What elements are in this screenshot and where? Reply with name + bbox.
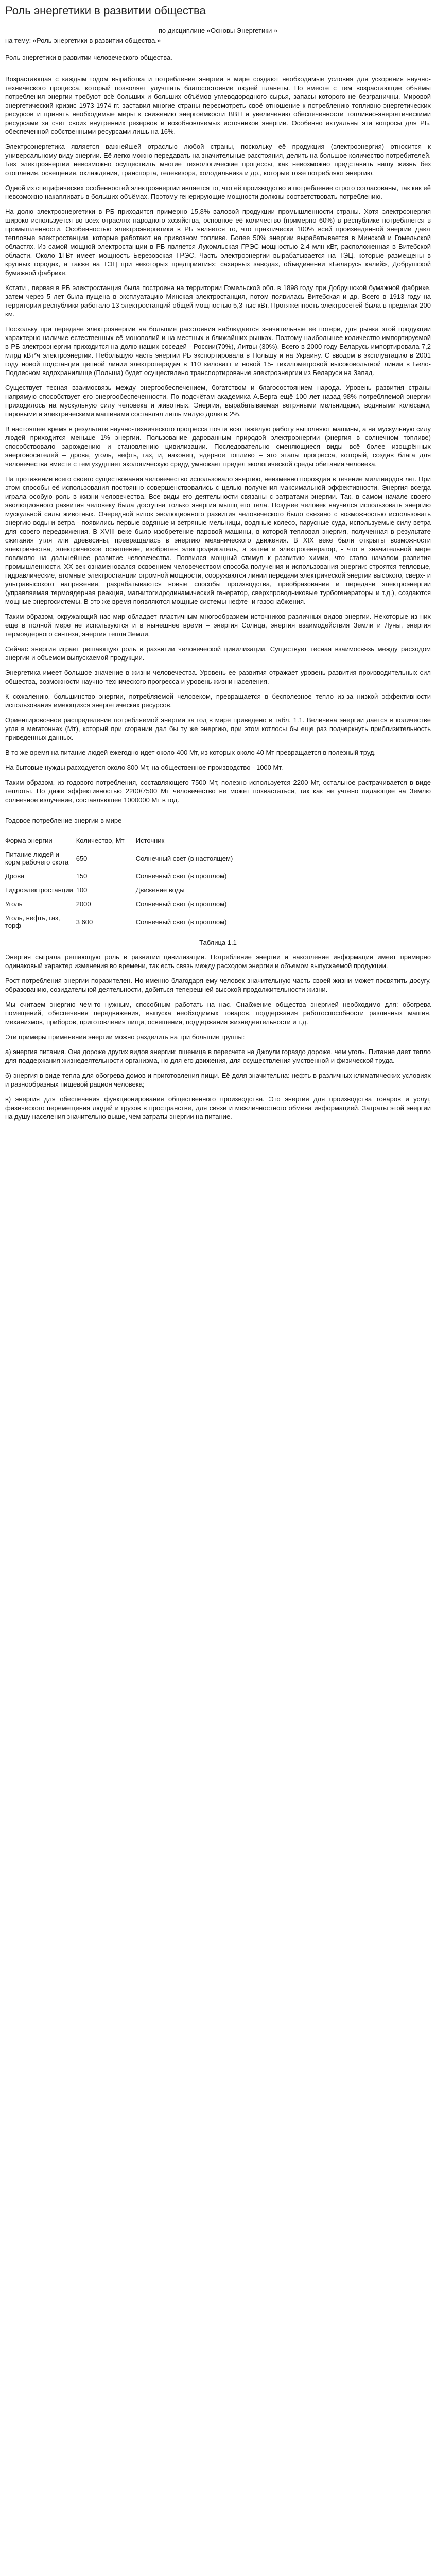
body-paragraph: В настоящее время в результате научно-технического прогресса почти всю тяжёлую работу выполняют машины, а на мускульную силу людей приходится меньше 1% энергии. Пользование дарованным природой электроэнергии (энергия в солнечном топливе) способствовало зарождению и становлению цивилизации. Последовательно сменяющиеся виды всё более изощрённых энергоносителей – дрова, уголь, нефть, газ, и, наконец, ядерное топливо – это этапы прогресса, который, создав блага для человечества вместе с тем ухудшает экологическую среду, умножает предел экологической среды обитания человека. <box>5 425 431 468</box>
intro-line: Роль энергетики в развитии человеческого общества. <box>5 54 172 61</box>
table-header-row <box>5 834 242 848</box>
body-paragraph: Одной из специфических особенностей электроэнергии является то, что её производство и потребление строго согласованы, так как её невозможно накапливать в больших объёмах. Поэтому генерирующие мощности должны соответствовать потреблению. <box>5 184 431 200</box>
page-title: Роль энергетики в развитии общества <box>5 4 206 17</box>
body-paragraph: Эти примеры применения энергии можно разделить на три большие группы: <box>5 1033 245 1041</box>
body-paragraph: Электроэнергетика является важнейшей отраслью любой страны, поскольку её продукция (электроэнергия) относится к универсальному виду энергии. Её легко можно передавать на значительные расстояния, делить на большое количество потребителей. Без электроэнергии невозможно осуществить многие технологические процессы, как невозможно представить нашу жизнь без отопления, освещения, охлаждения, транспорта, телевизора, холодильника и др., которые тоже потребляют энергию. <box>5 143 431 177</box>
body-paragraph: Возрастающая с каждым годом выработка и потребление энергии в мире создают необходимые условия для ускорения научно-технического процесса, который позволяет улучшать благосостояние людей планеты. Но вместе с тем возрастающие объёмы потребления энергии требуют всё больших и больших объёмов углеводородного сырья, запасы которого не безграничны. Мировой энергетический кризис 1973-1974 гг. заставил многие страны пересмотреть своё отношение к потреблению топливно-энергетических ресурсов и принять необходимые меры к снижению энергоёмкости ВВП и увеличению обеспеченности топливно-энергетическими ресурсами за счёт своих внутренних резервов и возобновляемых источников энергии. Особенно актуальны эти вопросы для РБ, обеспеченной собственными ресурсами лишь на 16%. <box>5 75 431 135</box>
body-paragraph: Таким образом, из годового потребления, составляющего 7500 Мт, полезно используется 2200 Мт, остальное растрачивается в виде теплоты. Но даже эффективностью 2200/7500 Мт человечество не может похвастаться, так как не учтено падающее на Землю солнечное излучение, составляющее 1000000 Мт в год. <box>5 778 431 804</box>
table-cell: Солнечный свет (в прошлом) <box>135 918 227 926</box>
table-row <box>5 897 242 911</box>
body-paragraph: Существует тесная взаимосвязь между энергообеспечением, богатством и благосостоянием народа. Уровень развития страны напрямую способствует его энергообеспеченности. По подсчётам академика А.Берга ещё 100 лет назад 98% потребляемой энергии приходилось на мускульную силу человека и животных. Энергия, вырабатываемая ветряными мельницами, водяными колёсами, паровыми и электрическими машинами составлял лишь малую долю в 2%. <box>5 384 431 418</box>
body-paragraph: Мы считаем энергию чем-то нужным, способным работать на нас. Снабжение общества энергией необходимо для: обогрева помещений, обеспечения передвижения, выпуска необходимых товаров, поддержания работоспособности различных машин, механизмов, приборов, приготовления пищи, освещения, поддержания жизнедеятельности и т.д. <box>5 1001 431 1026</box>
body-paragraph: Поскольку при передаче электроэнергии на большие расстояния наблюдается значительные её потери, для рынка этой продукции характерно наличие естественных её монополий и на местных и ближайших рынках. Поэтому наибольшее количество импортируемой в РБ электроэнергии приходится на долю наших соседей - России(70%), Литвы (30%). Всего в 2000 году Беларусь импортировала 7,2 млрд кВт*ч электроэнергии. Небольшую часть энергии РБ экспортировала в Польшу и на Украину. С вводом в эксплуатацию в 2001 году новой подстанции цепной линии электропередач в 110 киловатт и новой 15- тикилометровой высоковольтной линии в Бело-Подлесном водохранилище (Польша) будет осуществлено транспортирование электроэнергии из Беларуси на Запад. <box>5 325 431 377</box>
body-paragraph: Энергетика имеет большое значение в жизни человечества. Уровень ее развития отражает уровень развития производительных сил общества, возможности научно-технического прогресса и уровень жизни населения. <box>5 669 431 685</box>
table-cell: 2000 <box>76 900 91 908</box>
body-paragraph: Сейчас энергия играет решающую роль в развитии человеческой цивилизации. Существует тесная взаимосвязь между расходом энергии и объемом выпускаемой продукции. <box>5 645 431 662</box>
body-paragraph: б) энергия в виде тепла для обогрева домов и приготовления пищи. Её доля значительна: нефть в различных климатических условиях и разнообразных пищевой рацион человека; <box>5 1072 431 1088</box>
table-cell: 100 <box>76 886 88 894</box>
body-paragraph: На протяжении всего своего существования человечество использовало энергию, неизменно порождая в течение миллиардов лет. При этом способы её использования постоянно совершенствовались с целью получения максимальной эффективности. Энергия всегда играла особую роль в жизни человечества. Все виды его деятельности связаны с затратами энергии. Так, в самом начале своего эволюционного развития человеку была доступна только энергия мышц его тела. Позднее человек научился использовать энергию мускульной силы животных. Очередной виток эволюционного развития человеческого было связано с возможностью использовать энергию воды и ветра - появились первые водяные и ветряные мельницы, водяные колесо, парусные суда, используемые силу ветра для своего передвижения. В XVIII веке было изобретение паровой машины, в которой тепловая энергия, полученная в результате сжигания угля или древесины, превращалась в энергию механического движения. В XIX веке были открыты возможности электричества, электрическое освещение, изобретен электродвигатель, а затем и электрогенератор, - что в значительной мере повлияло на дальнейшее развитие человечества. Появился мощный стимул к развитию химии, что стало началом развития промышленности. XX век ознаменовался освоением человечеством способа получения и использования энергии: строятся тепловые, гидравлические, атомные электростанции огромной мощности, сооружаются линии передачи электрической энергии высокого, сверх- и ультравысокого напряжения, разрабатываются новые способы производства, преобразования и передачи электроэнергии (управляемая термоядерная реакция, магнитогидродинамический генератор, сверхпроводниковые турбогенераторы и т.д.), создаются мощные энергосистемы. В это же время появляются мощные системы нефте- и газоснабжения. <box>5 475 431 605</box>
table-cell: 150 <box>76 872 88 880</box>
table-caption: Таблица 1.1 <box>199 939 237 946</box>
table-cell: Гидроэлектростанции <box>5 886 73 894</box>
document-page <box>0 0 436 1138</box>
table-heading: Годовое потребление энергии в мире <box>5 817 122 824</box>
table-cell: Уголь <box>5 900 23 908</box>
table-header-cell: Форма энергии <box>5 837 53 844</box>
table-cell: Солнечный свет (в прошлом) <box>135 872 227 880</box>
body-paragraph: На бытовые нужды расходуется около 800 Мт, на общественное производство - 1000 Мт. <box>5 764 283 771</box>
table-cell: Движение воды <box>135 886 185 894</box>
table-cell: Дрова <box>5 872 25 880</box>
topic-line: на тему: «Роль энергетики в развитии общества.» <box>5 37 161 44</box>
table-header-cell: Количество, Мт <box>76 837 125 844</box>
energy-table <box>5 834 242 933</box>
table-cell: Уголь, нефть, газ, торф <box>5 914 60 929</box>
table-row <box>5 883 242 897</box>
table-row <box>5 911 242 933</box>
table-row <box>5 848 242 869</box>
subject-line: по дисциплине «Основы Энергетики » <box>158 27 278 35</box>
body-paragraph: Энергия сыграла решающую роль в развитии цивилизации. Потребление энергии и накопление информации имеет примерно одинаковый характер изменения во времени, так есть связь между расходом энергии и объемом выпускаемой продукции. <box>5 953 431 970</box>
table-cell: Солнечный свет (в настоящем) <box>135 854 233 862</box>
table-cell: Питание людей и корм рабочего скота <box>5 851 69 866</box>
paragraphs-section-a <box>5 75 431 804</box>
table-cell: Солнечный свет (в прошлом) <box>135 900 227 908</box>
body-paragraph: К сожалению, большинство энергии, потребляемой человеком, превращается в бесполезное тепло из-за низкой эффективности использования имеющихся энергетических ресурсов. <box>5 692 431 709</box>
body-paragraph: в) энергия для обеспечения функционирования общественного производства. Это энергия для производства товаров и услуг, физического перемещения людей и грузов в пространстве, для связи и межличностного обмена информацией. Затраты этой энергии на душу населения значительно выше, чем затраты энергии на питание. <box>5 1095 431 1121</box>
body-paragraph: Рост потребления энергии поразителен. Но именно благодаря ему человек значительную часть своей жизни может посвятить досугу, образованию, созидательной деятельности, добиться теперешней высокой продолжительности жизни. <box>5 977 431 993</box>
table-row <box>5 869 242 883</box>
paragraphs-section-b <box>5 953 431 1121</box>
table-cell: 650 <box>76 854 88 862</box>
body-paragraph: Таким образом, окружающий нас мир обладает пластичным многообразием источников различных видов энергии. Некоторые из них еще в полной мере не используются и в нынешнее время – энергия Солнца, энергия взаимодействия Земли и Луны, энергия термоядерного синтеза, энергия тепла Земли. <box>5 613 431 638</box>
table-header-cell: Источник <box>135 837 165 844</box>
body-paragraph: Ориентировочное распределение потребляемой энергии за год в мире приведено в табл. 1.1. Величина энергии дается в количестве угля в мегатоннах (Мт), который при сгорании дал бы ту же энергию, при этом котлосы бы еще раз подчеркнуть приблизительность приведенных данных. <box>5 716 431 741</box>
body-paragraph: На долю электроэнергетики в РБ приходится примерно 15,8% валовой продукции промышленности страны. Хотя электроэнергия широко используется во всех отраслях народного хозяйства, основное её количество (примерно 60%) в республике потребляется в промышленности. Особенностью электроэнергетики в РБ является то, что практически 100% всей произведенной энергии дают тепловые электростанции, которые работают на привозном топливе. Более 50% энергии вырабатывается в Минской и Гомельской областях. Из самой мощной электростанции в РБ является Лукомльская ГРЭС мощностью 2,4 млн кВт, расположенная в Витебской области. Около 1ГВт имеет мощность Березовская ГРЭС. Часть электроэнергии вырабатывается на ТЭЦ, которые размещены в крупных городах, а также на ТЭЦ при некоторых предприятиях: сахарных заводах, объединении «Беларусь калий», Добрушской бумажной фабрике. <box>5 208 431 277</box>
body-paragraph: а) энергия питания. Она дороже других видов энергии: пшеница в пересчете на Джоули гораздо дороже, чем уголь. Питание дает тепло для поддержания жизнедеятельности организма, но для его движения, для осуществления умственной и физической труда. <box>5 1048 431 1064</box>
body-paragraph: Кстати , первая в РБ электростанция была построена на территории Гомельской обл. в 1898 году при Добрушской бумажной фабрике, затем через 5 лет была пущена в эксплуатацию Минская электростанция, потом появилась Витебская и др. Всего в 1913 году на территории республики работало 13 электростанций общей мощностью 5,3 тыс кВт. Протяжённость электросетей была в пределах 200 км. <box>5 284 431 318</box>
body-paragraph: В то же время на питание людей ежегодно идет около 400 Мт, из которых около 40 Мт превращается в полезный труд. <box>5 749 376 756</box>
table-cell: 3 600 <box>76 918 93 926</box>
